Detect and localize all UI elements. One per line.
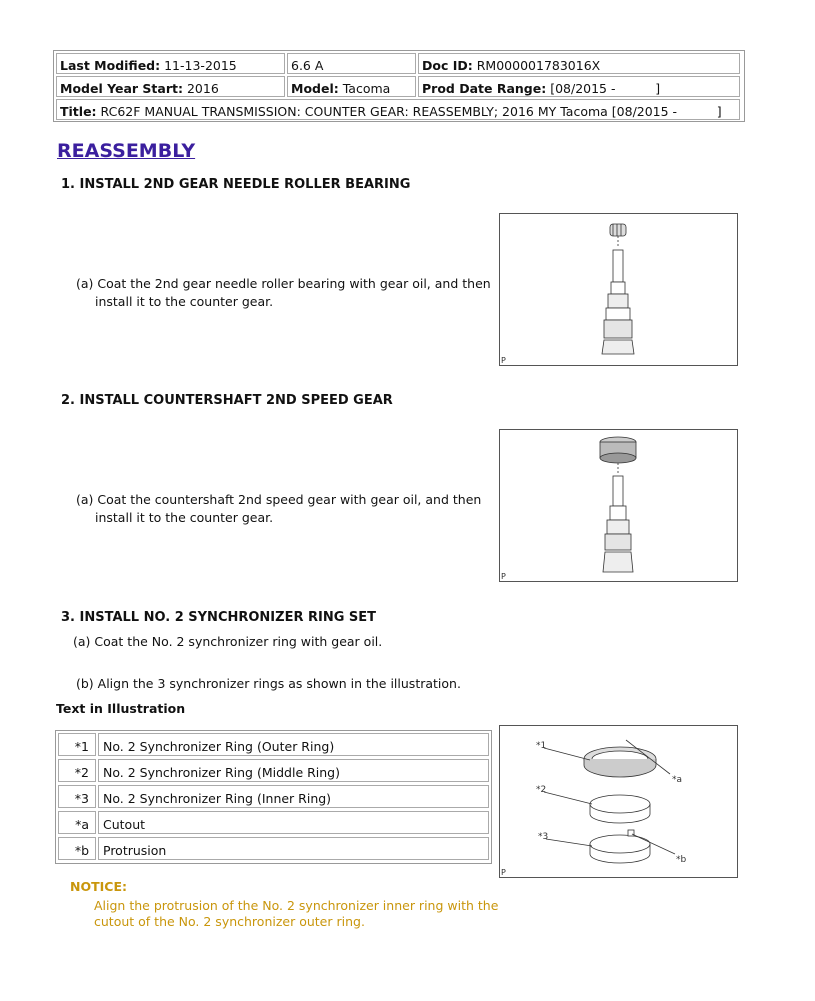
countershaft-bearing-illustration [500, 214, 737, 365]
legend-row [58, 785, 489, 808]
last-modified-value: 11-13-2015 [164, 58, 237, 73]
legend-key: *3 [58, 785, 96, 808]
prod-date-cell [418, 76, 740, 97]
page-title: REASSEMBLY [57, 140, 196, 162]
step-3-heading: 3. INSTALL NO. 2 SYNCHRONIZER RING SET [61, 610, 377, 625]
step-1-heading: 1. INSTALL 2ND GEAR NEEDLE ROLLER BEARING [61, 177, 411, 192]
fig-label-1: *1 [536, 741, 547, 751]
doc-id-label: Doc ID: [422, 58, 473, 73]
model-value: Tacoma [342, 81, 391, 96]
step-1-figure [499, 213, 738, 366]
notice-line-1: Align the protrusion of the No. 2 synchronizer inner ring with the [94, 898, 499, 913]
step-3-instruction-a: (a) Coat the No. 2 synchronizer ring with gear oil. [73, 634, 383, 649]
legend-text: No. 2 Synchronizer Ring (Inner Ring) [98, 785, 489, 808]
doc-id-value: RM000001783016X [476, 58, 601, 73]
fig-label-a: *a [672, 775, 683, 785]
model-year-label: Model Year Start: [60, 81, 183, 96]
version-value: 6.6 A [291, 58, 324, 73]
step-3-instruction-b: (b) Align the 3 synchronizer rings as shown in the illustration. [76, 676, 461, 691]
figure-3-p-mark: P [501, 868, 506, 877]
version-cell [287, 53, 416, 74]
last-modified-label: Last Modified: [60, 58, 161, 73]
model-cell [287, 76, 416, 97]
notice-line-2: cutout of the No. 2 synchronizer outer ring. [94, 914, 365, 929]
legend-text: No. 2 Synchronizer Ring (Middle Ring) [98, 759, 489, 782]
model-label: Model: [291, 81, 339, 96]
countershaft-2nd-gear-illustration [500, 430, 737, 581]
step-1-instruction-line-2: install it to the counter gear. [95, 294, 274, 309]
title-cell [56, 99, 740, 120]
step-2-instruction-line-2: install it to the counter gear. [95, 510, 274, 525]
legend-key: *1 [58, 733, 96, 756]
legend-row [58, 733, 489, 756]
prod-date-label: Prod Date Range: [422, 81, 547, 96]
last-modified-cell [56, 53, 285, 74]
legend-key: *a [58, 811, 96, 834]
legend-row [58, 811, 489, 834]
step-3-figure [499, 725, 738, 878]
doc-id-cell [418, 53, 740, 74]
legend-key: *2 [58, 759, 96, 782]
step-2-figure [499, 429, 738, 582]
illustration-caption: Text in Illustration [56, 701, 186, 716]
step-1-instruction-line-1: (a) Coat the 2nd gear needle roller bearing with gear oil, and then [76, 276, 491, 291]
legend-text: Protrusion [98, 837, 489, 860]
prod-date-value: [08/2015 - ] [550, 81, 661, 96]
figure-2-p-mark: P [501, 572, 506, 581]
fig-label-3: *3 [538, 832, 549, 842]
step-2-heading: 2. INSTALL COUNTERSHAFT 2ND SPEED GEAR [61, 393, 393, 408]
fig-label-b: *b [676, 855, 687, 865]
illustration-legend-table [55, 730, 492, 864]
legend-text: Cutout [98, 811, 489, 834]
step-2-instruction-line-1: (a) Coat the countershaft 2nd speed gear with gear oil, and then [76, 492, 482, 507]
synchronizer-rings-illustration [500, 726, 737, 877]
legend-row [58, 837, 489, 860]
notice-text [94, 898, 514, 930]
figure-1-p-mark: P [501, 356, 506, 365]
model-year-cell [56, 76, 285, 97]
legend-row [58, 759, 489, 782]
legend-key: *b [58, 837, 96, 860]
notice-heading: NOTICE: [70, 879, 127, 894]
title-value: RC62F MANUAL TRANSMISSION: COUNTER GEAR: REASSEMBLY; 2016 MY Tacoma [08/2015 - ] [100, 104, 722, 119]
model-year-value: 2016 [186, 81, 219, 96]
fig-label-2: *2 [536, 785, 547, 795]
title-label: Title: [60, 104, 97, 119]
document-header-table [53, 50, 745, 122]
legend-text: No. 2 Synchronizer Ring (Outer Ring) [98, 733, 489, 756]
